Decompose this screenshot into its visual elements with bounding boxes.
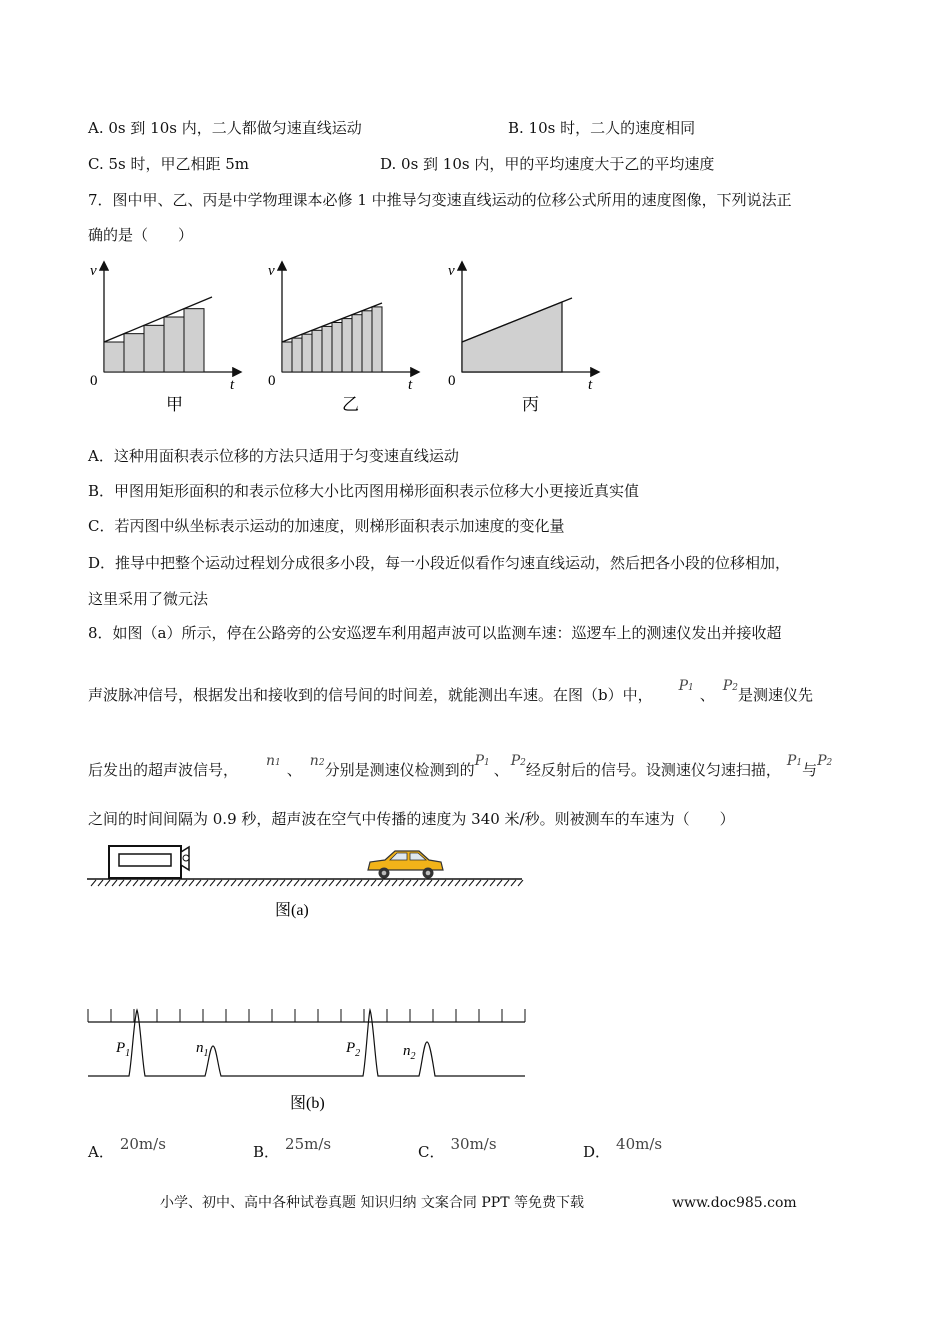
graph-jia (90, 263, 240, 414)
hatch-mark (518, 880, 523, 886)
hatch-mark (329, 880, 334, 886)
hatch-mark (161, 880, 166, 886)
q8-option-c: C． 30m/s (418, 1135, 497, 1161)
q7-graphs (80, 255, 620, 420)
footer-text: 小学、初中、高中各种试卷真题 知识归纳 文案合同 PPT 等免费下载 (160, 1195, 584, 1211)
hatch-mark (259, 880, 264, 886)
hatch-mark (441, 880, 446, 886)
hatch-mark (133, 880, 138, 886)
q6-option-c: C. 5s 时，甲乙相距 5m (88, 155, 250, 173)
p1-symbol-2: P1 (474, 753, 490, 769)
hatch-mark (140, 880, 145, 886)
hatch-mark (483, 880, 488, 886)
hatch-mark (287, 880, 292, 886)
bing-t-label: t (588, 377, 593, 393)
hatch-mark (203, 880, 208, 886)
scan-scale (88, 1009, 525, 1022)
yi-caption: 乙 (342, 395, 359, 414)
hatch-mark (315, 880, 320, 886)
jia-v-label: v (90, 263, 97, 279)
patrol-car-icon (109, 846, 189, 878)
hatch-mark (196, 880, 201, 886)
yi-bar (292, 338, 302, 372)
bing-trapezoid (462, 302, 562, 372)
p1-symbol: P1 (678, 678, 694, 694)
p2-symbol-3: P2 (817, 753, 833, 769)
q8-option-d: D． 40m/s (583, 1135, 663, 1161)
hatch-mark (245, 880, 250, 886)
yi-bar (332, 323, 342, 373)
q6-option-a: A. 0s 到 10s 内，二人都做匀速直线运动 (88, 119, 362, 137)
q7-option-d-line1: D．推导中把整个运动过程划分成很多小段，每一小段近似看作匀速直线运动，然后把各小段的位移相加， (88, 554, 791, 572)
hatch-mark (350, 880, 355, 886)
hatch-mark (378, 880, 383, 886)
hatch-mark (371, 880, 376, 886)
q8-line3-c: 分别是测速仪检测到的 (324, 761, 475, 779)
yi-bar (302, 334, 312, 372)
hatch-mark (266, 880, 271, 886)
q8-line3: 后发出的超声波信号， n1 、 n2分别是测速仪检测到的P1 、 P2经反射后的信号。设测速仪匀速扫描， P1与P2 (88, 753, 833, 779)
q8-option-a: A． 20m/s (88, 1135, 166, 1161)
hatch-mark (406, 880, 411, 886)
hatch-mark (448, 880, 453, 886)
jia-origin: 0 (90, 373, 98, 389)
car-icon (368, 851, 443, 879)
q6-option-b: B. 10s 时，二人的速度相同 (508, 119, 696, 137)
p1-label: $P_1$ (116, 1040, 131, 1059)
hatch-mark (399, 880, 404, 886)
yi-bar (362, 311, 372, 372)
hatch-mark (189, 880, 194, 886)
n2-symbol: n2 (309, 753, 325, 769)
yi-v-label: v (268, 263, 275, 279)
yi-bar (312, 330, 322, 372)
p2-symbol: P2 (722, 678, 738, 694)
hatch-mark (462, 880, 467, 886)
yi-t-label: t (408, 377, 413, 393)
bing-caption: 丙 (522, 395, 539, 414)
signal-trace (88, 1010, 525, 1076)
q8-line3-e: 经反射后的信号。设测速仪匀速扫描， (525, 761, 781, 779)
hatch-mark (217, 880, 222, 886)
q8-line4: 之间的时间间隔为 0.9 秒，超声波在空气中传播的速度为 340 米/秒。则被测车的车速为（ ） (88, 810, 735, 828)
figure-b-caption: 图(b) (290, 1095, 325, 1112)
jia-caption: 甲 (166, 395, 183, 414)
yi-bar (372, 307, 382, 372)
n2-label: $n_2$ (403, 1043, 416, 1062)
q7-option-c: C．若丙图中纵坐标表示运动的加速度，则梯形面积表示加速度的变化量 (88, 517, 565, 535)
graph-yi (268, 263, 418, 414)
hatch-mark (301, 880, 306, 886)
q7-option-b: B．甲图用矩形面积的和表示位移大小比丙图用梯形面积表示位移大小更接近真实值 (88, 482, 640, 500)
figure-a-caption: 图(a) (275, 902, 309, 919)
hatch-mark (322, 880, 327, 886)
hatch-mark (364, 880, 369, 886)
jia-bar (184, 309, 204, 372)
q6-option-d: D. 0s 到 10s 内，甲的平均速度大于乙的平均速度 (380, 155, 715, 173)
jia-t-label: t (230, 377, 235, 393)
graph-bing (448, 263, 598, 414)
q8-line2: 声波脉冲信号，根据发出和接收到的信号间的时间差，就能测出车速。在图（b）中， P1 、 P2是测速仪先 (88, 678, 813, 704)
q7-option-d-line2: 这里采用了微元法 (88, 590, 209, 608)
hatch-mark (434, 880, 439, 886)
hatch-mark (147, 880, 152, 886)
hatch-mark (238, 880, 243, 886)
jia-bar (124, 334, 144, 372)
q7-stem-line1: 7．图中甲、乙、丙是中学物理课本必修 1 中推导匀变速直线运动的位移公式所用的速度图像，下列说法正 (88, 191, 792, 209)
q8-line3-a: 后发出的超声波信号， (88, 761, 239, 779)
hatch-mark (98, 880, 103, 886)
hatch-mark (294, 880, 299, 886)
yi-bar (322, 326, 332, 372)
bing-v-label: v (448, 263, 455, 279)
hatch-mark (105, 880, 110, 886)
figure-b (85, 1000, 530, 1118)
yi-origin: 0 (268, 373, 276, 389)
q8-option-b: B． 25m/s (253, 1135, 332, 1161)
q7-stem-line2: 确的是（ ） (88, 226, 194, 244)
hatch-mark (252, 880, 257, 886)
hatch-mark (490, 880, 495, 886)
hatch-mark (392, 880, 397, 886)
hatch-mark (112, 880, 117, 886)
hatch-mark (455, 880, 460, 886)
hatch-mark (175, 880, 180, 886)
figure-a (85, 838, 530, 923)
jia-bar (144, 325, 164, 372)
hatch-mark (343, 880, 348, 886)
bing-origin: 0 (448, 373, 456, 389)
p1-symbol-3: P1 (786, 753, 803, 769)
yi-bar (282, 342, 292, 372)
footer-url[interactable]: www.doc985.com (672, 1195, 797, 1211)
hatch-mark (420, 880, 425, 886)
hatch-mark (476, 880, 481, 886)
hatch-mark (224, 880, 229, 886)
road-ground (87, 879, 523, 886)
n1-symbol: n1 (266, 753, 281, 769)
jia-bar (104, 342, 124, 372)
q8-line2-a: 声波脉冲信号，根据发出和接收到的信号间的时间差，就能测出车速。在图（b）中， (88, 686, 653, 704)
hatch-mark (154, 880, 159, 886)
hatch-mark (469, 880, 474, 886)
hatch-mark (273, 880, 278, 886)
hatch-mark (210, 880, 215, 886)
hatch-mark (497, 880, 502, 886)
yi-bar (352, 315, 362, 372)
hatch-mark (126, 880, 131, 886)
hatch-mark (182, 880, 187, 886)
hatch-mark (231, 880, 236, 886)
hatch-mark (511, 880, 516, 886)
p2-label: $P_2$ (346, 1040, 361, 1059)
hatch-mark (413, 880, 418, 886)
q8-line1: 8．如图（a）所示，停在公路旁的公安巡逻车利用超声波可以监测车速：巡逻车上的测速仪发出并接收超 (88, 624, 782, 642)
hatch-mark (308, 880, 313, 886)
hatch-mark (357, 880, 362, 886)
n1-label: $n_1$ (196, 1040, 209, 1059)
q8-line2-c: 是测速仪先 (737, 686, 813, 704)
jia-bar (164, 317, 184, 372)
p2-symbol-2: P2 (510, 753, 526, 769)
hatch-mark (336, 880, 341, 886)
hatch-mark (504, 880, 509, 886)
hatch-mark (427, 880, 432, 886)
q7-option-a: A．这种用面积表示位移的方法只适用于匀变速直线运动 (88, 447, 459, 465)
hatch-mark (91, 880, 96, 886)
hatch-mark (119, 880, 124, 886)
hatch-mark (168, 880, 173, 886)
hatch-mark (385, 880, 390, 886)
hatch-mark (280, 880, 285, 886)
yi-bar (342, 319, 352, 372)
